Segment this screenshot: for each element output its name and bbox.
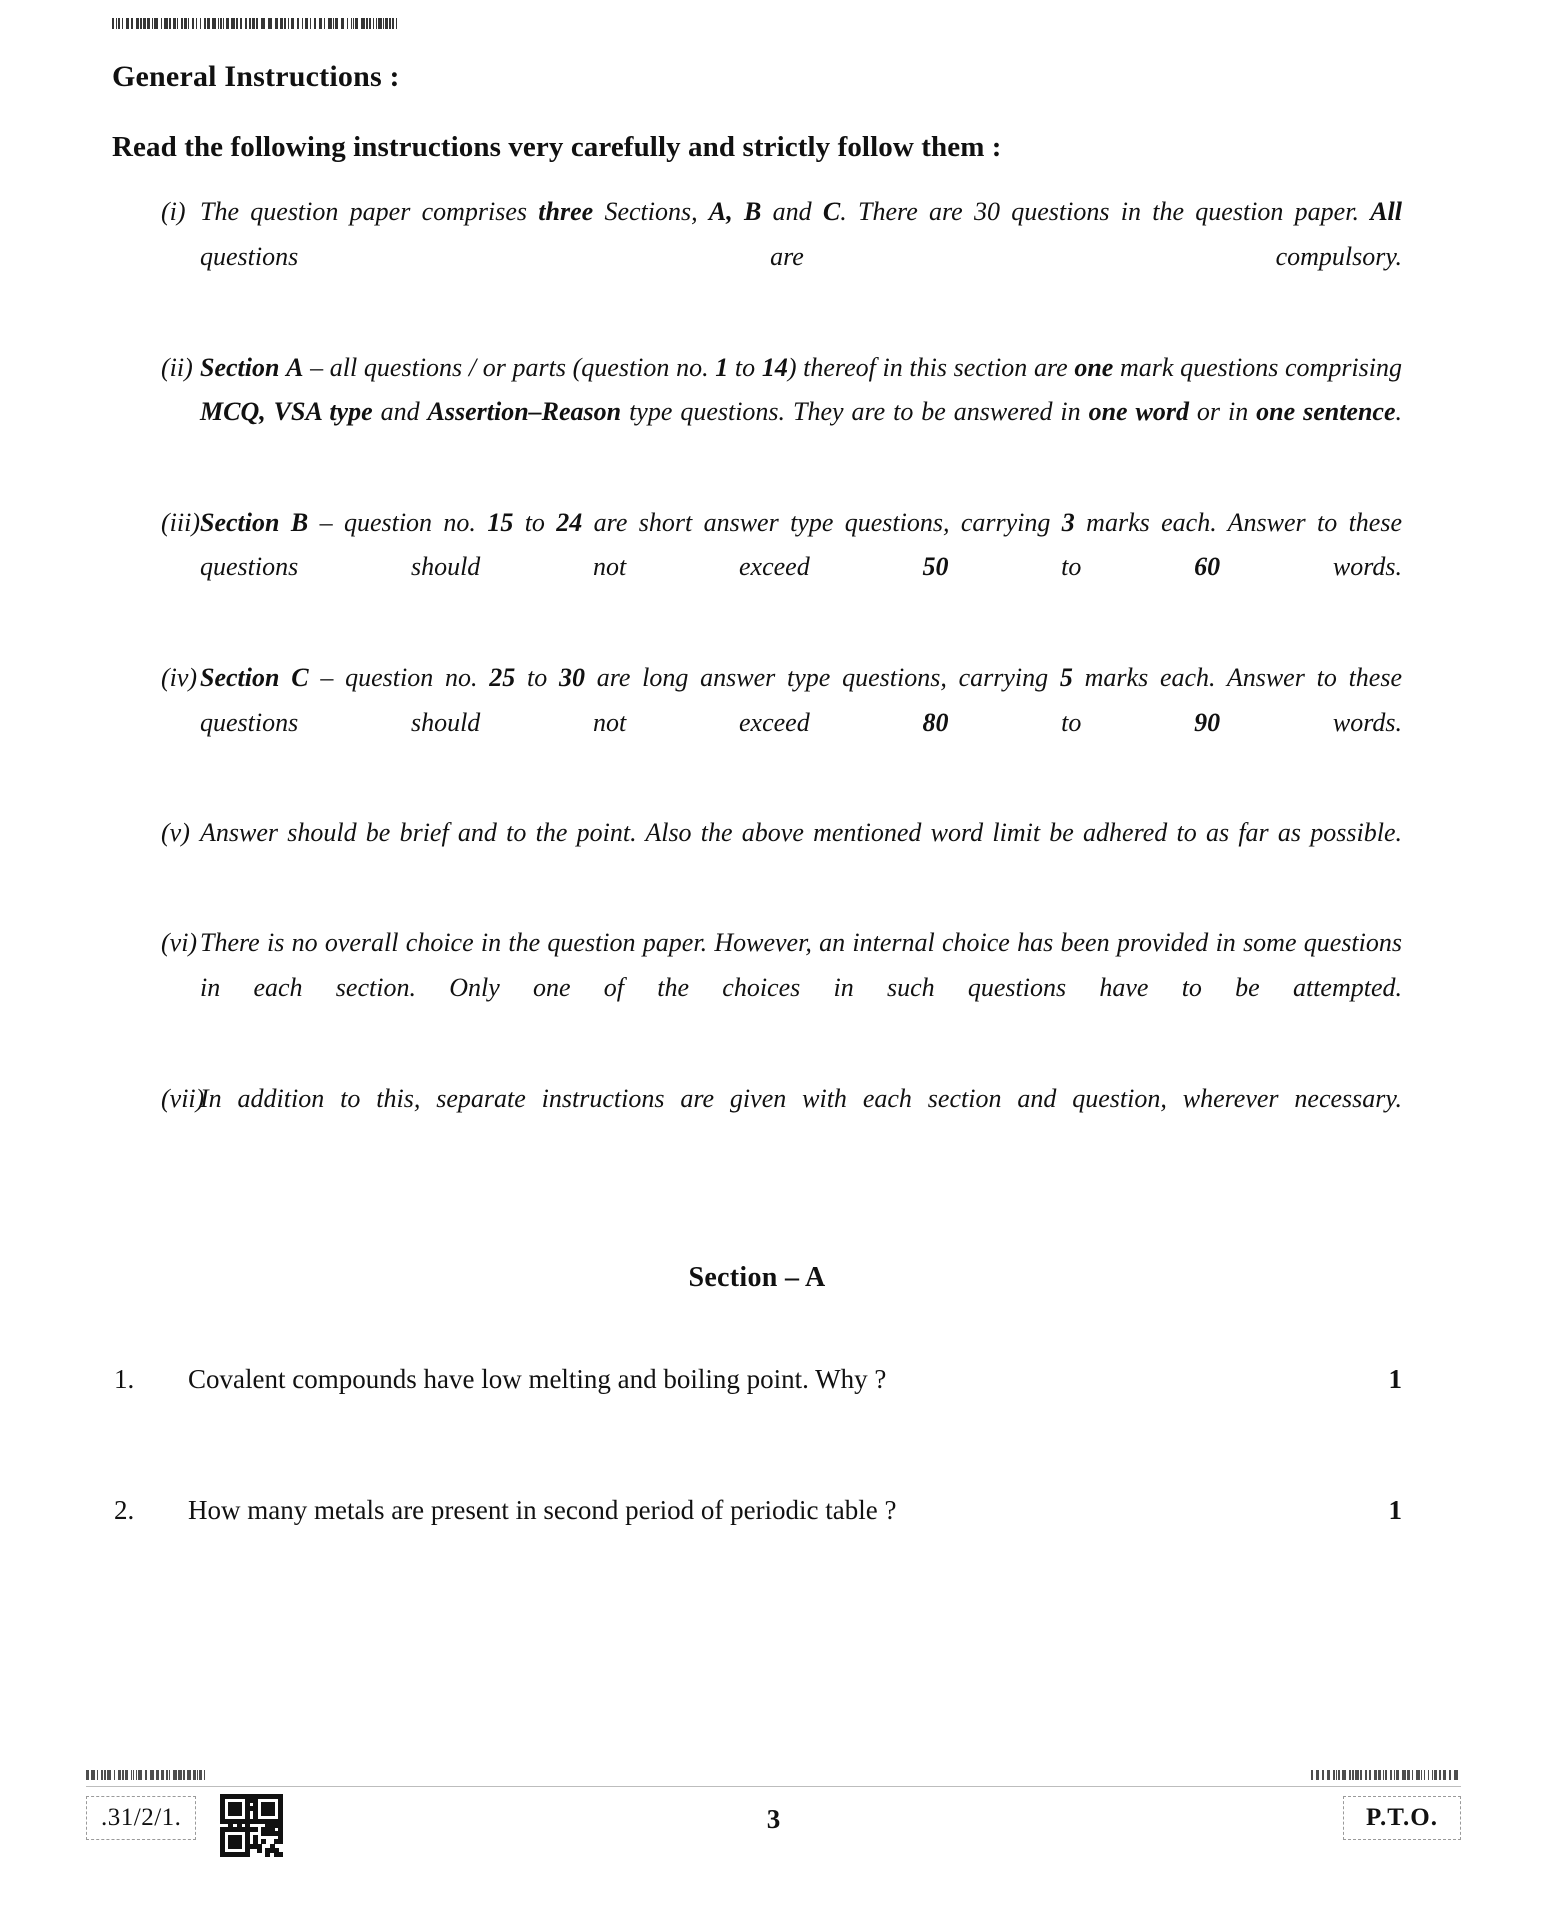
- instruction-marker: (v): [161, 817, 190, 847]
- paper-code-box: .31/2/1.: [86, 1796, 196, 1840]
- instruction-item: [112, 1077, 1402, 1166]
- instruction-marker: (vi): [161, 928, 198, 958]
- read-carefully-heading: Read the following instructions very carefully and strictly follow them :: [112, 131, 1002, 163]
- section-a-heading: Section – A: [688, 1262, 826, 1293]
- instruction-item: [112, 921, 1402, 1055]
- footer-divider: [86, 1786, 1461, 1787]
- instructions-list: [112, 190, 1402, 1166]
- footer-right-barcode: [1311, 1770, 1461, 1780]
- instruction-text: In addition to this, separate instructions are given with each section and question, wherever necessary.: [200, 1083, 1402, 1113]
- instruction-marker: (vii): [161, 1083, 205, 1113]
- instruction-text: There is no overall choice in the question paper. However, an internal choice has been provided in some questions in each section. Only one of the choices in such questions have to be attempted.: [200, 928, 1402, 1003]
- question-number: 1.: [114, 1364, 135, 1394]
- instruction-item: [112, 346, 1402, 480]
- instruction-marker: (ii): [161, 352, 193, 382]
- page-footer: [86, 1796, 1461, 1854]
- instruction-marker: (iv): [161, 662, 198, 692]
- instruction-item: [112, 501, 1402, 635]
- instruction-marker: (i): [161, 197, 186, 227]
- instruction-marker: (iii): [161, 507, 200, 537]
- instruction-text: Section C – question no. 25 to 30 are long answer type questions, carrying 5 marks each. Answer to these questions should not exceed 80 to 90 words.: [200, 662, 1402, 737]
- page-content: [112, 60, 1402, 1622]
- question-marks: 1: [1388, 1364, 1402, 1394]
- question-number: 2.: [114, 1495, 135, 1526]
- page-number: 3: [766, 1804, 781, 1834]
- question-marks: 1: [1388, 1495, 1402, 1526]
- instruction-text: Section A – all questions / or parts (question no. 1 to 14) thereof in this section are one mark questions comprising MCQ, VSA type and Assertion–Reason type questions. They are to be answered in one word or in one sentence.: [200, 352, 1403, 427]
- instruction-text: Section B – question no. 15 to 24 are short answer type questions, carrying 3 marks each. Answer to these questions should not exceed 50 to 60 words.: [200, 507, 1403, 582]
- instruction-item: [112, 656, 1402, 790]
- footer-left-barcode: [86, 1770, 206, 1780]
- instruction-item: [112, 811, 1402, 900]
- question-row: [112, 1360, 1402, 1399]
- question-row: [112, 1491, 1402, 1530]
- questions-list: [112, 1360, 1402, 1530]
- pto-box: P.T.O.: [1343, 1796, 1461, 1840]
- top-barcode-strip: [112, 18, 442, 29]
- general-instructions-heading: General Instructions :: [112, 60, 400, 93]
- instruction-text: The question paper comprises three Sections, A, B and C. There are 30 questions in the question paper. All questions are compulsory.: [200, 197, 1403, 272]
- instruction-text: Answer should be brief and to the point. Also the above mentioned word limit be adhered to as far as possible.: [200, 817, 1402, 847]
- instruction-item: [112, 190, 1402, 324]
- question-text: Covalent compounds have low melting and boiling point. Why ?: [188, 1364, 887, 1394]
- question-text: How many metals are present in second period of periodic table ?: [188, 1495, 897, 1526]
